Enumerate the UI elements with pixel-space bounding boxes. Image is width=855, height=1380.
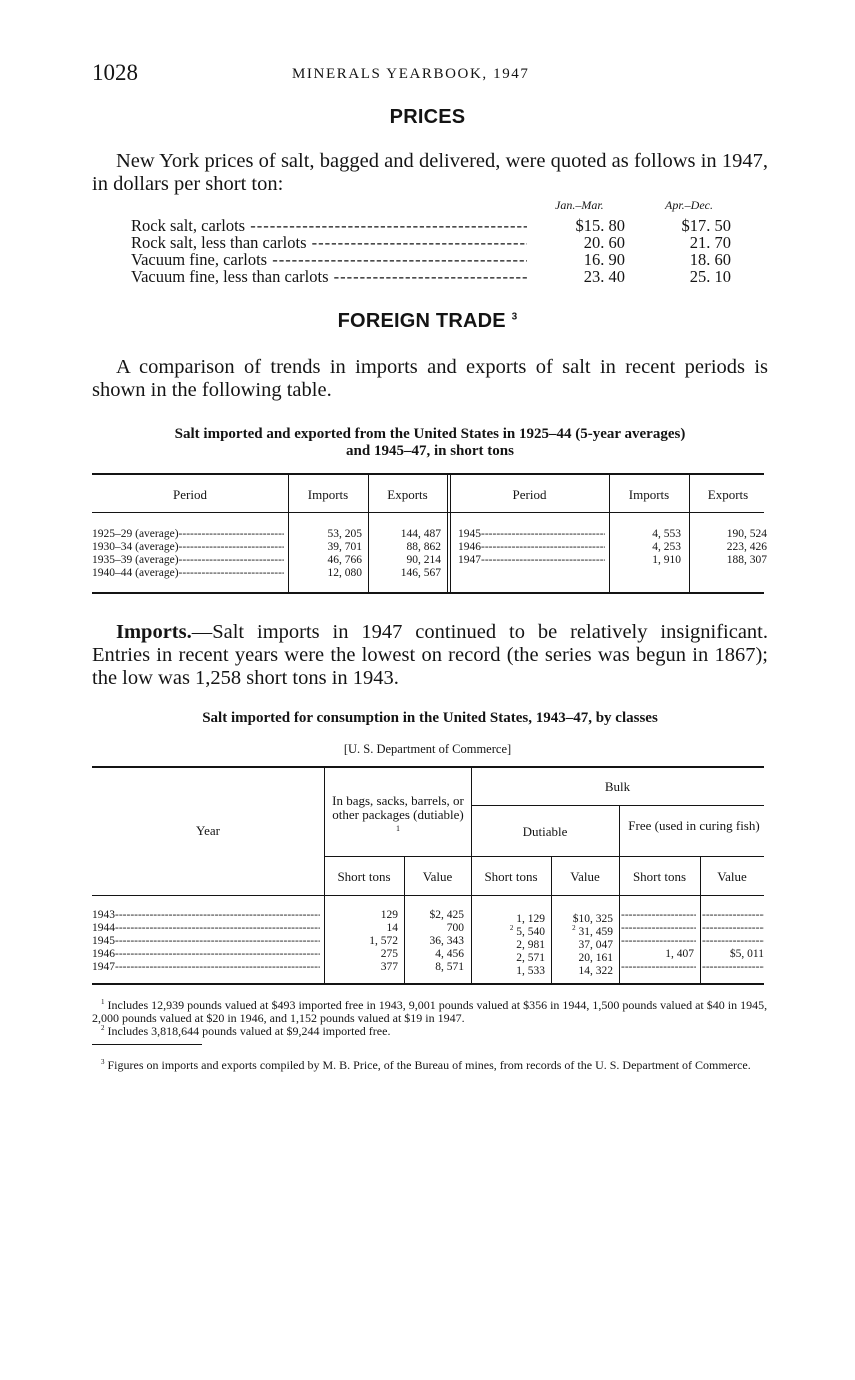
table-cell-empty — [621, 961, 696, 973]
price-jan-mar: $15. 80 — [575, 216, 625, 235]
price-jan-mar: 20. 60 — [583, 233, 625, 252]
table-cell-bag-tons: 14 — [386, 922, 398, 934]
table-cell-imports: 4, 253 — [652, 541, 681, 553]
table-cell-empty — [702, 961, 764, 973]
table2-col-value: Value — [570, 869, 600, 884]
price-jan-mar: 16. 90 — [583, 250, 625, 269]
table2-col-value: Value — [422, 869, 453, 884]
price-label: Vacuum fine, less than carlots ----- — [131, 267, 527, 287]
table2-title: Salt imported for consumption in the United States, 1943–47, by classes — [202, 710, 658, 726]
table-row-label: 1935–39 (average) ----- — [92, 554, 284, 567]
table-cell-exports: 90, 214 — [406, 554, 441, 566]
foreign-trade-intro: A comparison of trends in imports and exports of salt in recent periods is shown in the following table. — [92, 356, 768, 401]
table2-top-rule — [92, 766, 764, 768]
table-cell-imports: 46, 766 — [327, 554, 362, 566]
table-cell-empty — [621, 935, 696, 947]
table-cell-free-value: $5, 011 — [729, 948, 764, 960]
table-cell-exports: 223, 426 — [726, 541, 767, 553]
table-cell-imports: 12, 080 — [327, 567, 362, 579]
page-number: 1028 — [92, 60, 138, 85]
table1-top-rule — [92, 473, 764, 475]
table-row-label: 1945 ----- — [458, 528, 605, 541]
table2-col-year: Year — [196, 823, 220, 838]
table-cell-empty — [702, 935, 764, 947]
table1-divider — [447, 475, 448, 592]
table-cell-exports: 88, 862 — [406, 541, 441, 553]
table-cell-exports: 190, 524 — [726, 528, 767, 540]
table-row-label: 1946 ----- — [458, 541, 605, 554]
price-label: Vacuum fine, carlots ----- — [131, 250, 527, 270]
table-cell-dut-tons: 2, 981 — [516, 938, 545, 951]
table-cell-bag-value: 36, 343 — [429, 935, 464, 947]
footnote-ref: 1 — [396, 824, 400, 833]
table-row-label: 1947 ----- — [458, 554, 605, 567]
table-row-label: 1946 ----- — [92, 948, 320, 961]
table-row-label: 1943 ----- — [92, 909, 320, 922]
table-cell-dut-tons: 2, 571 — [516, 951, 545, 964]
table-cell-exports: 188, 307 — [726, 554, 767, 566]
table2-col-bulk: Bulk — [604, 779, 631, 794]
table-cell-dut-value: 20, 161 — [578, 951, 613, 964]
table1-header-rule — [92, 512, 764, 513]
table-row-label: 1930–34 (average) ----- — [92, 541, 284, 554]
price-apr-dec: $17. 50 — [681, 216, 731, 235]
imports-paragraph: Imports.—Salt imports in 1947 continued to be relatively insignificant. Entries in recent years were the lowest on record (the series was begun in 1867); the low was 1,258 short tons in 1943. — [92, 621, 768, 689]
price-row — [131, 233, 731, 251]
table1-col-exports: Exports — [387, 487, 428, 502]
table-cell-exports: 144, 487 — [400, 528, 441, 540]
table-cell-bag-tons: 377 — [380, 961, 398, 973]
foreign-trade-heading: FOREIGN TRADE $^3$ — [337, 310, 518, 332]
table-row-label: 1940–44 (average) ----- — [92, 567, 284, 580]
table-row-label: 1945 ----- — [92, 935, 320, 948]
price-row — [131, 267, 731, 285]
price-apr-dec: 25. 10 — [689, 267, 731, 286]
price-row — [131, 250, 731, 268]
running-title: MINERALS YEARBOOK, 1947 — [292, 66, 530, 82]
table1-title: Salt imported and exported from the United States in 1925–44 (5-year averages) and 1945–47, in short tons — [174, 426, 686, 459]
table-cell-dut-value: 14, 322 — [578, 964, 613, 977]
table-cell-dut-tons: $^2$ 5, 540 — [509, 924, 545, 938]
table2-col-bags: In bags, sacks, barrels, or other packages (dutiable) $^1$ — [332, 793, 464, 833]
table-cell-empty — [621, 922, 696, 934]
table2-col-value: Value — [717, 869, 747, 884]
price-col-jan-mar: Jan.–Mar. — [555, 198, 604, 212]
table2-col-short-tons: Short tons — [337, 869, 391, 884]
table-cell-bag-value: 700 — [446, 922, 464, 934]
table-cell-dut-tons: 1, 129 — [516, 912, 545, 925]
footnote-3: $^3$ Figures on imports and exports compiled by M. B. Price, of the Bureau of mines, from records of the U. S. Department of Commerce. — [101, 1058, 751, 1072]
footnote-ref: 3 — [511, 311, 518, 323]
table2-bottom-rule — [92, 983, 764, 985]
price-row — [131, 216, 731, 234]
table2-col-free: Free (used in curing fish) — [628, 818, 760, 833]
table-cell-bag-tons: 129 — [380, 909, 398, 921]
table-cell-bag-value: 8, 571 — [435, 961, 464, 973]
table-cell-imports: 1, 910 — [652, 554, 681, 566]
table1-col-imports: Imports — [628, 487, 670, 502]
price-label: Rock salt, less than carlots ----- — [131, 233, 527, 253]
table-cell-empty — [702, 922, 764, 934]
table-cell-exports: 146, 567 — [400, 567, 441, 579]
table2-col-short-tons: Short tons — [484, 869, 538, 884]
table-cell-dut-value: $10, 325 — [572, 912, 613, 925]
table-cell-bag-value: $2, 425 — [429, 909, 464, 921]
table1-col-imports: Imports — [307, 487, 349, 502]
table2-units-rule — [324, 856, 764, 857]
table1-col-period: Period — [173, 487, 207, 502]
table2-bulk-rule — [471, 805, 764, 806]
table-cell-dut-tons: 1, 533 — [516, 964, 545, 977]
table2-source: [U. S. Department of Commerce] — [343, 742, 512, 756]
table1-bottom-rule — [92, 592, 764, 594]
table-cell-free-tons: 1, 407 — [665, 948, 694, 960]
price-jan-mar: 23. 40 — [583, 267, 625, 286]
table-cell-imports: 4, 553 — [652, 528, 681, 540]
table-cell-bag-tons: 1, 572 — [369, 935, 398, 947]
prices-intro: New York prices of salt, bagged and delivered, were quoted as follows in 1947, in dollars per short ton: — [92, 150, 768, 195]
price-label: Rock salt, carlots ----- — [131, 216, 527, 236]
table-cell-dut-value: $^2$ 31, 459 — [572, 924, 613, 938]
table-cell-dut-value: 37, 047 — [578, 938, 613, 951]
price-apr-dec: 18. 60 — [689, 250, 731, 269]
table-cell-empty — [702, 909, 764, 921]
table-row-label: 1947 ----- — [92, 961, 320, 974]
footnote-rule — [92, 1044, 202, 1045]
table-row-label: 1944 ----- — [92, 922, 320, 935]
table-cell-bag-value: 4, 456 — [435, 948, 464, 960]
price-apr-dec: 21. 70 — [689, 233, 731, 252]
table-cell-imports: 39, 701 — [327, 541, 362, 553]
table2-header-rule — [92, 895, 764, 896]
table-row-label: 1925–29 (average) ----- — [92, 528, 284, 541]
table2-col-short-tons: Short tons — [632, 869, 687, 884]
footnote-1: $^1$ Includes 12,939 pounds valued at $493 imported free in 1943, 9,001 pounds valued at $356 in 1944, 1,500 pounds valued at $40 in 1945, 2,000 pounds valued at $20 in 1946, and 1,152 pounds valued at $19 in 1947. — [92, 998, 768, 1025]
table-cell-empty — [621, 909, 696, 921]
table-cell-bag-tons: 275 — [380, 948, 398, 960]
prices-heading: PRICES — [389, 106, 466, 128]
price-col-apr-dec: Apr.–Dec. — [665, 198, 713, 212]
table1-col-exports: Exports — [707, 487, 749, 502]
table2-col-dutiable: Dutiable — [522, 824, 568, 839]
table1-col-period: Period — [512, 487, 547, 502]
footnote-2: $^2$ Includes 3,818,644 pounds valued at $9,244 imported free. — [101, 1024, 391, 1038]
table-cell-imports: 53, 205 — [327, 528, 362, 540]
